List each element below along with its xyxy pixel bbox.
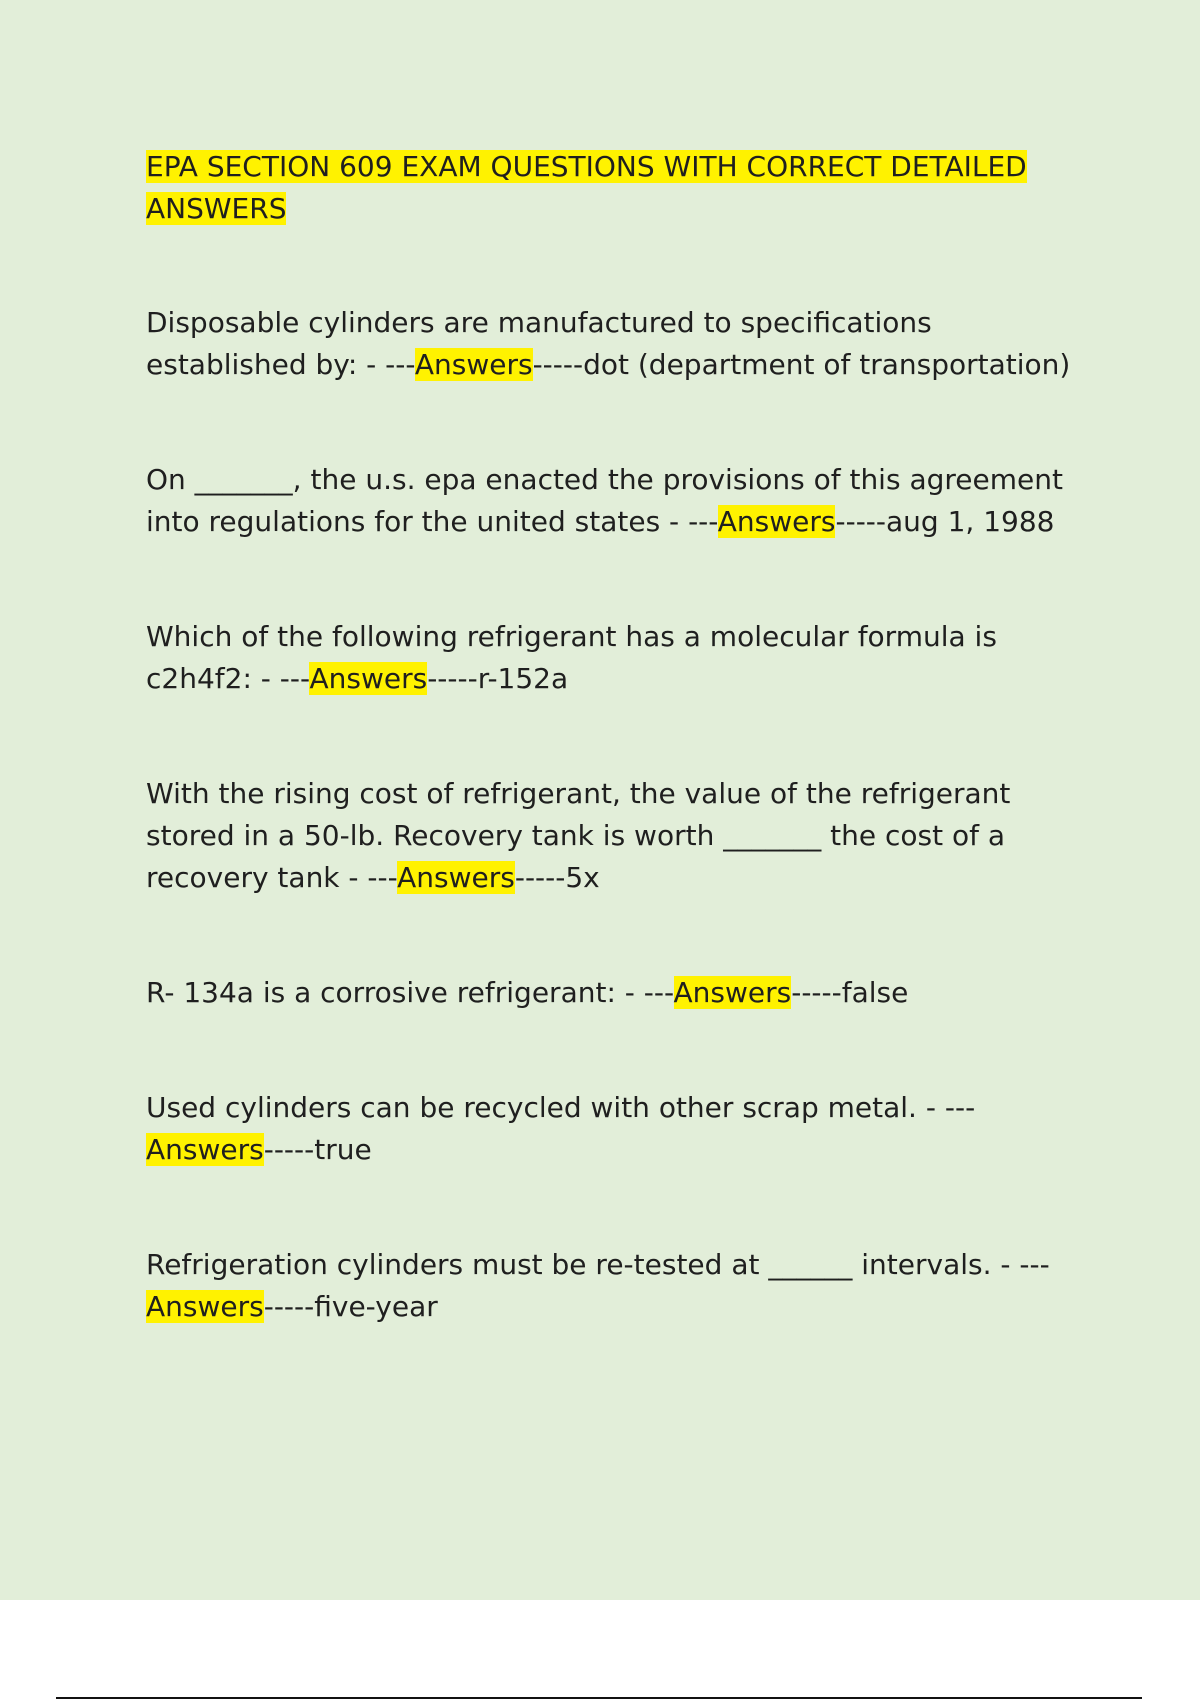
- answer-text: -----five-year: [263, 1290, 438, 1323]
- qa-item-3: [146, 616, 1086, 700]
- document-title-text: EPA SECTION 609 EXAM QUESTIONS WITH CORRECT DETAILED ANSWERS: [146, 150, 1027, 225]
- answer-text: -----5x: [514, 861, 600, 894]
- question-text: Disposable cylinders are manufactured to specifications established by: - ---: [146, 306, 932, 381]
- document-title: [146, 146, 1086, 230]
- answer-marker: Answers: [717, 505, 836, 538]
- answer-marker: Answers: [673, 976, 792, 1009]
- answer-marker: Answers: [414, 348, 533, 381]
- answer-text: -----true: [263, 1133, 372, 1166]
- qa-item-5: [146, 972, 1086, 1014]
- answer-text: -----aug 1, 1988: [835, 505, 1055, 538]
- answer-text: -----r-152a: [427, 662, 569, 695]
- qa-item-7: [146, 1244, 1086, 1328]
- qa-item-1: [146, 302, 1086, 386]
- question-text: With the rising cost of refrigerant, the value of the refrigerant stored in a 50-lb. Recovery tank is worth _______ the cost of a recovery tank - ---: [146, 777, 1011, 894]
- question-text: Refrigeration cylinders must be re-tested at ______ intervals. - ---: [146, 1248, 1050, 1281]
- answer-marker: Answers: [146, 1133, 264, 1166]
- document-content: [146, 146, 1086, 1401]
- footer-divider: [56, 1697, 1142, 1699]
- answer-marker: Answers: [309, 662, 428, 695]
- qa-item-6: [146, 1087, 1086, 1171]
- question-text: Which of the following refrigerant has a molecular formula is c2h4f2: - ---: [146, 620, 997, 695]
- question-text: R- 134a is a corrosive refrigerant: - ---: [146, 976, 674, 1009]
- answer-text: -----false: [791, 976, 909, 1009]
- question-text: On _______, the u.s. epa enacted the provisions of this agreement into regulations for the united states - ---: [146, 463, 1063, 538]
- question-text: Used cylinders can be recycled with other scrap metal. - ---: [146, 1091, 975, 1124]
- answer-marker: Answers: [397, 861, 515, 894]
- qa-item-4: [146, 773, 1086, 899]
- qa-item-2: [146, 459, 1086, 543]
- answer-text: -----dot (department of transportation): [532, 348, 1071, 381]
- answer-marker: Answers: [146, 1290, 264, 1323]
